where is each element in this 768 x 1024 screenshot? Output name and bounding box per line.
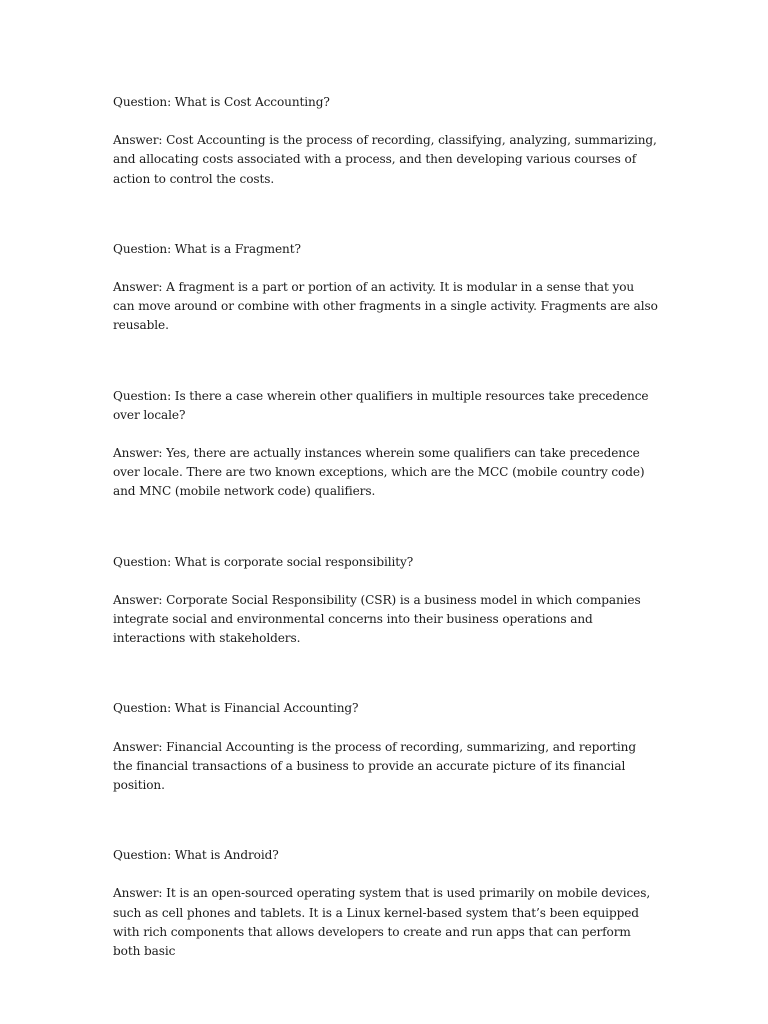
- question-text: Question: What is Financial Accounting?: [113, 701, 359, 716]
- question-text: Question: What is Cost Accounting?: [113, 95, 330, 109]
- question-text: Question: What is Android?: [113, 848, 279, 863]
- document-body: [113, 93, 658, 961]
- qa-block: [113, 240, 658, 336]
- answer-text: Answer: Corporate Social Responsibility (CSR) is a business model in which companies integrate social and environmental concerns into their business operations and interactions with stakeholders.: [113, 592, 641, 646]
- answer-text: Answer: It is an open-sourced operating system that is used primarily on mobile devices, such as cell phones and tablets. It is a Linux kernel-based system that’s been equipped with rich components that allows developers to create and run apps that can perform both basic: [113, 886, 651, 959]
- answer-text: Answer: Yes, there are actually instances wherein some qualifiers can take precedence over locale. There are two known exceptions, which are the MCC (mobile country code) and MNC (mobile network code) qualifiers.: [113, 446, 645, 499]
- answer-text: Answer: Financial Accounting is the process of recording, summarizing, and reporting the financial transactions of a business to provide an accurate picture of its financial position.: [113, 739, 636, 793]
- qa-block: [113, 93, 658, 189]
- answer-text: Answer: Cost Accounting is the process of recording, classifying, analyzing, summarizing, and allocating costs associated with a process, and then developing various courses of action to control the costs.: [113, 133, 657, 186]
- qa-block: [113, 846, 658, 961]
- question-text: Question: What is corporate social responsibility?: [113, 554, 414, 569]
- answer-text: Answer: A fragment is a part or portion of an activity. It is modular in a sense that you can move around or combine with other fragments in a single activity. Fragments are also reusable.: [113, 280, 658, 333]
- qa-block: [113, 699, 658, 795]
- qa-block: [113, 387, 658, 502]
- qa-block: [113, 553, 658, 649]
- question-text: Question: What is a Fragment?: [113, 241, 301, 256]
- question-text: Question: Is there a case wherein other qualifiers in multiple resources take precedence over locale?: [113, 388, 649, 422]
